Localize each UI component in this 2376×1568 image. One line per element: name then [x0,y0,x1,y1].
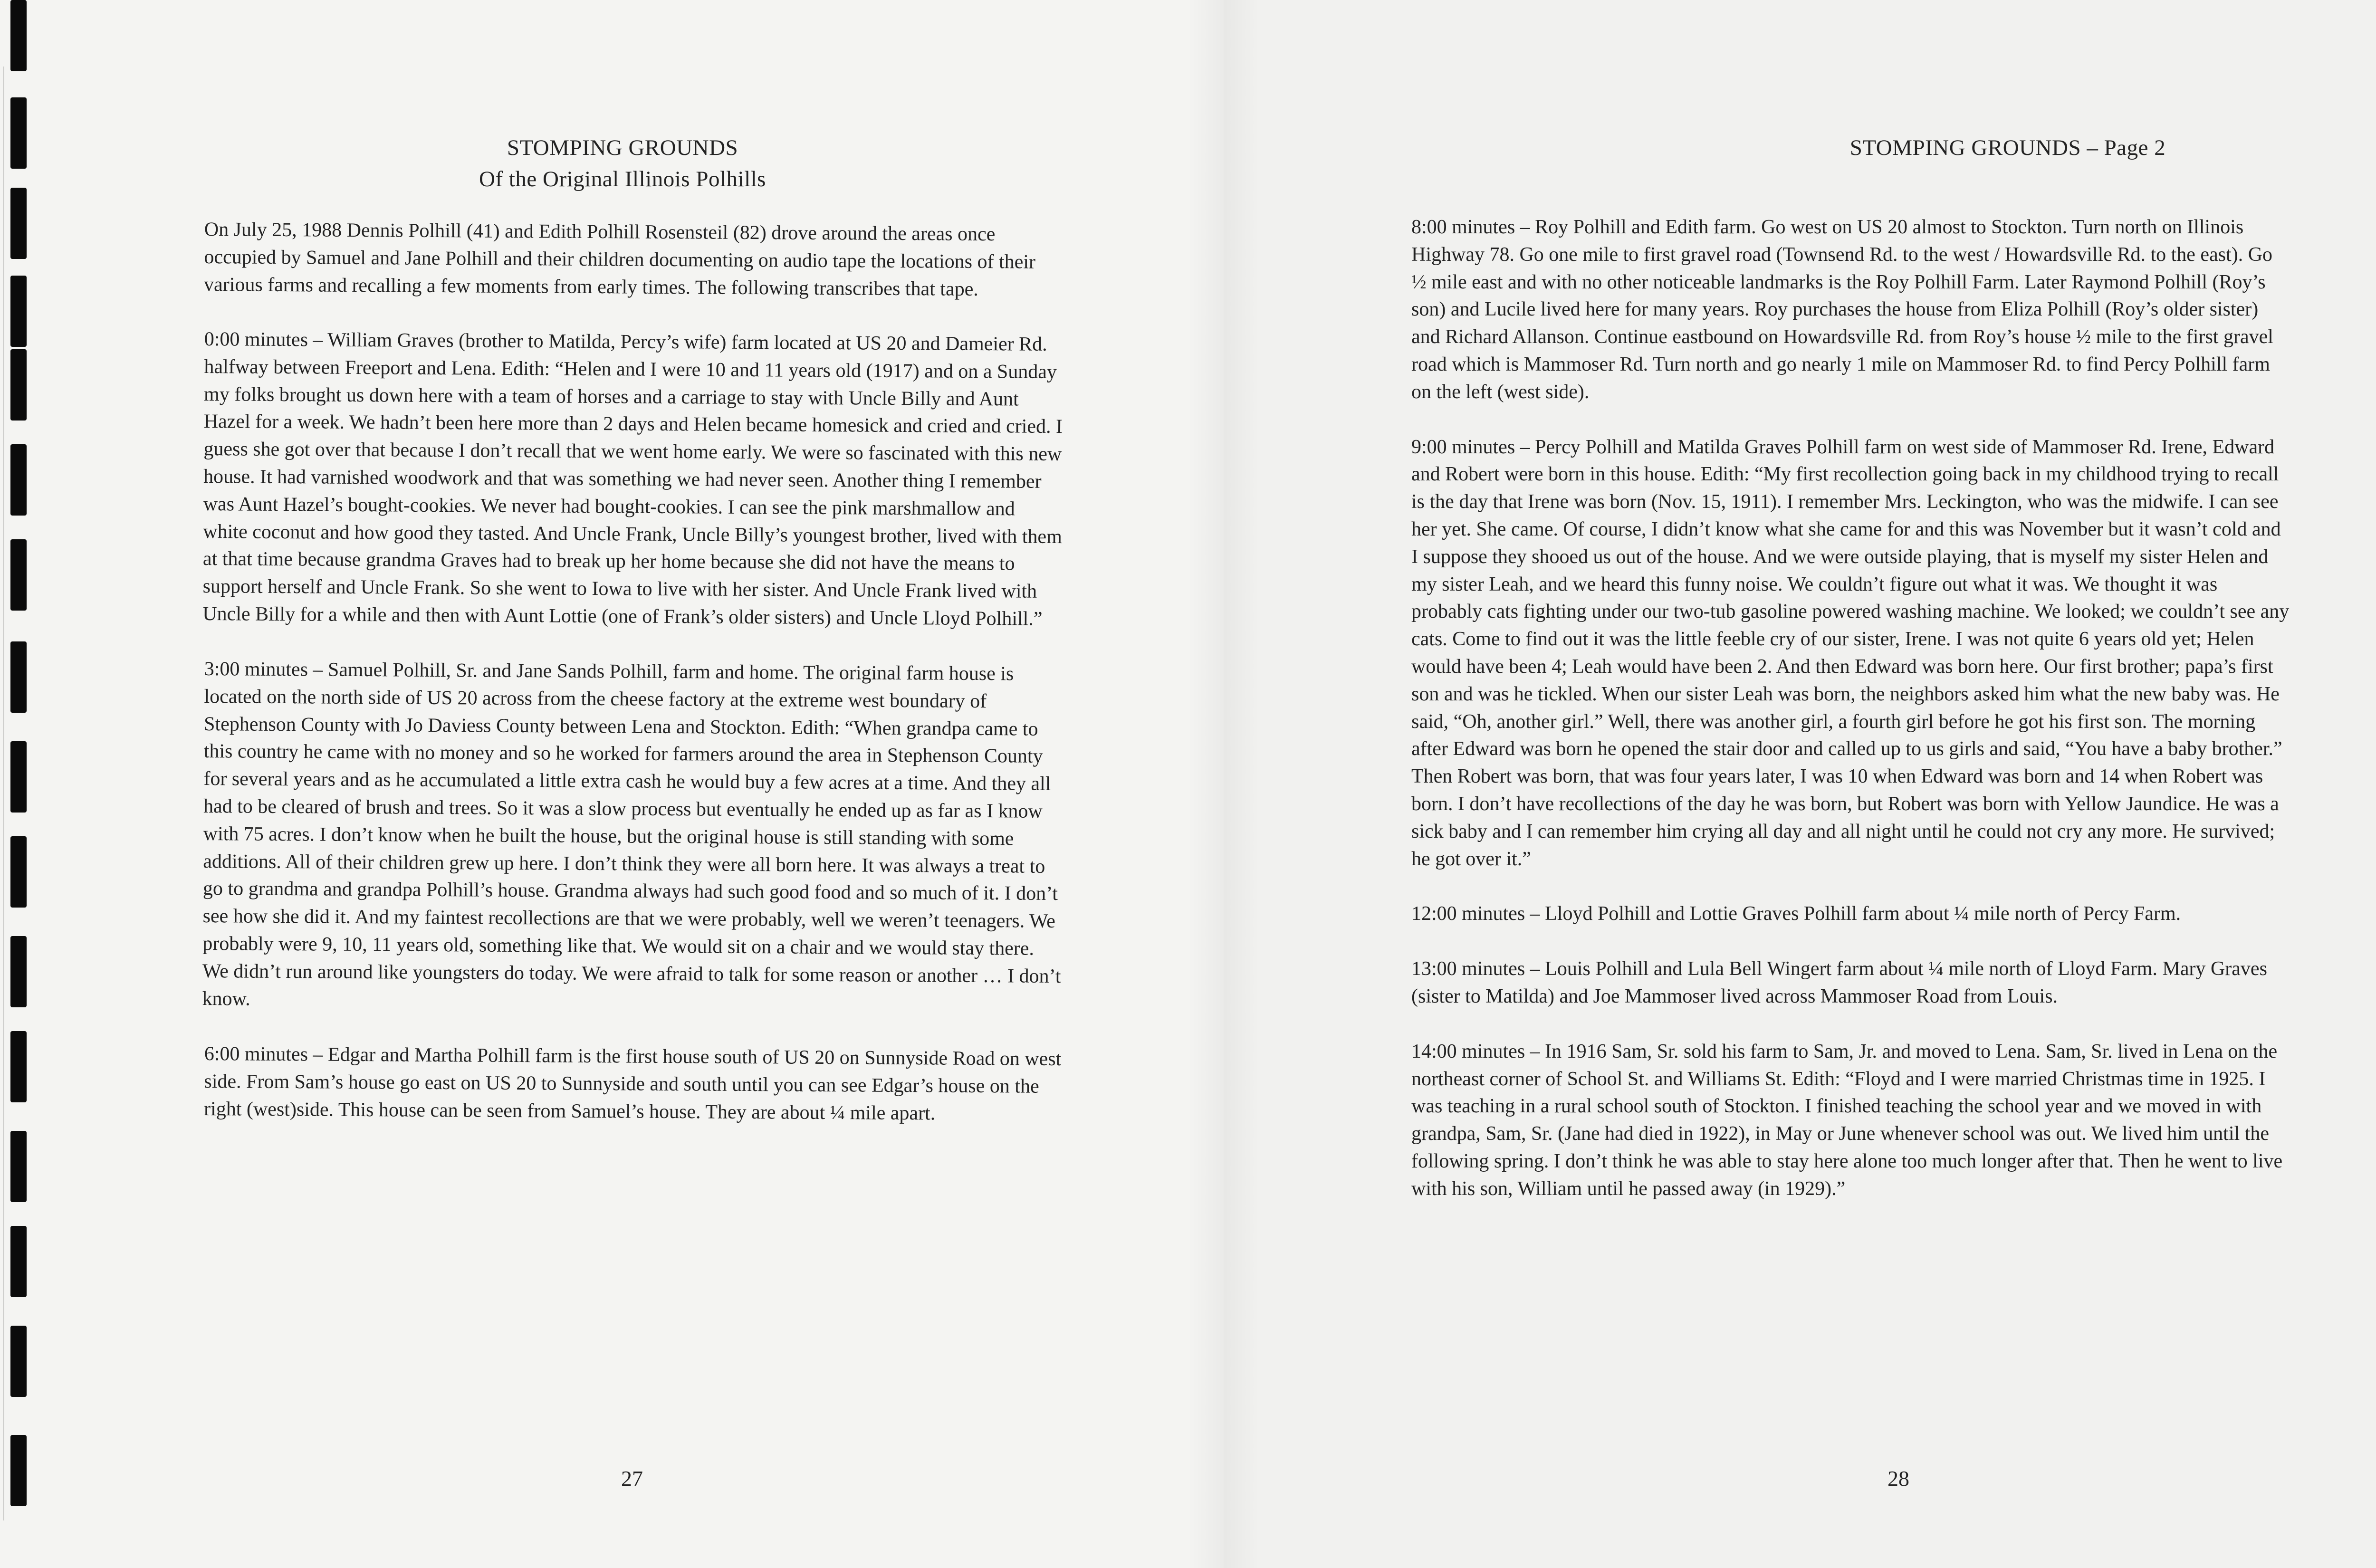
paragraph-intro: On July 25, 1988 Dennis Polhill (41) and Edith Polhill Rosensteil (82) drove around the areas once occupied by Samuel and Jane Polhill and their children documenting on audio tape the locations of their various farms and recalling a few moments from early times. The following transcribes that tape. [203,218,1036,300]
paragraph-0-00-minutes: 0:00 minutes – William Graves (brother to Matilda, Percy’s wife) farm located at US 20 and Dameier Rd. halfway between Freeport and Lena. Edith: “Helen and I were 10 and 11 years old (1917) and on a Sunday my folks brought us down here with a team of horses and a carriage to stay with Uncle Billy and Aunt Hazel for a week. We hadn’t been here more than 2 days and Helen became homesick and cried and cried. I guess she got over that because I don’t recall that we went home early. We were so fascinated with this new house. It had varnished woodwork and that was something we had never seen. Another thing I remember was Aunt Hazel’s bought-cookies. We never had bought-cookies. I can see the pink marshmallow and white coconut and how good they tasted. And Uncle Frank, Uncle Billy’s youngest brother, lived with them at that time because grandma Graves had to break up her home because she did not have the means to support herself and Uncle Frank. So she went to Iowa to live with her sister. And Uncle Frank lived with Uncle Billy for a while and then with Aunt Lottie (one of Frank’s older sisters) and Uncle Lloyd Polhill.” [202,328,1063,631]
page-number: 27 [621,1466,643,1491]
paragraph-9-00-minutes: 9:00 minutes – Percy Polhill and Matilda Graves Polhill farm on west side of Mammoser Rd. Irene, Edward and Robert were born in this house. Edith: “My first recollection going back in my childhood trying to recall is the day that Irene was born (Nov. 15, 1911). I remember Mrs. Leckington, who was the midwife. I can see her yet. She came. Of course, I didn’t know what she came for and this was November but it wasn’t cold and I suppose they shooed us out of the house. And we were outside playing, that is myself my sister Helen and my sister Leah, and we heard this funny noise. We couldn’t figure out what it was. We thought it was probably cats fighting under our two-tub gasoline powered washing machine. We looked; we couldn’t see any cats. Come to find out it was the little feeble cry of our sister, Irene. I was not quite 6 years old yet; Helen would have been 4; Leah would have been 2. And then Edward was born here. Our first brother; papa’s first son and was he tickled. When our sister Leah was born, the neighbors asked him what the new baby was. He said, “Oh, another girl.” Well, there was another girl, a fourth girl before he got his first son. The morning after Edward was born he opened the stair door and called up to us girls and said, “You have a baby brother.” Then Robert was born, that was four years later, I was 10 when Edward was born and 14 when Robert was born. I don’t have recollections of the day he was born, but Robert was born with Yellow Jaundice. He was a sick baby and I can remember him crying all day and all night until he could not cry any more. He survived; he got over it.” [1411,436,2290,870]
binding-hole [10,276,27,347]
page-subtitle: Of the Original Illinois Polhills [479,167,766,191]
left-binding-holes [10,0,29,1568]
binding-hole [10,0,27,71]
paragraph-13-00-minutes: 13:00 minutes – Louis Polhill and Lula Bell Wingert farm about ¼ mile north of Lloyd Farm. Mary Graves (sister to Matilda) and Joe Mammoser lived across Mammoser Road from Louis. [1411,958,2267,1007]
page-edge-line [3,67,4,1520]
left-page-body [204,216,1064,1150]
binding-hole [10,936,27,1007]
binding-hole [10,349,27,421]
binding-hole [10,97,27,169]
binding-hole [10,1226,27,1297]
binding-hole [10,641,27,713]
gutter-shadow [1188,0,1259,1568]
page-number: 28 [1887,1466,1909,1491]
binding-hole [10,188,27,259]
binding-hole [10,1131,27,1202]
binding-hole [10,836,27,908]
right-page-body [1411,214,2290,1231]
paragraph-3-00-minutes: 3:00 minutes – Samuel Polhill, Sr. and Jane Sands Polhill, farm and home. The original farm house is located on the north side of US 20 across from the cheese factory at the extreme west boundary of Stephenson County with Jo Daviess County between Lena and Stockton. Edith: “When grandpa came to this country he came with no money and so he worked for farmers around the area in Stephenson County for several years and as he accumulated a little extra cash he would buy a few acres at a time. And they all had to be cleared of brush and trees. So it was a slow process but eventually he ended up as far as I know with 75 acres. I don’t know when he built the house, but the original house is still standing with some additions. All of their children grew up here. I don’t think they were all born here. It was always a treat to go to grandma and grandpa Polhill’s house. Grandma always had such good food and so much of it. I don’t see how she did it. And my faintest recollections are that we were probably, well we weren’t teenagers. We probably were 9, 10, 11 years old, something like that. We would sit on a chair and we would stay there. We didn’t run around like youngsters do today. We were afraid to talk for some reason or another … I don’t know. [202,658,1061,1010]
binding-hole [10,741,27,813]
left-page-heading [352,132,893,195]
binding-hole [10,1326,27,1397]
paragraph-6-00-minutes: 6:00 minutes – Edgar and Martha Polhill farm is the first house south of US 20 on Sunnyside Road on west side. From Sam’s house go east on US 20 to Sunnyside and south until you can see Edgar’s house on the right (west)side. This house can be seen from Samuel’s house. They are about ¼ mile apart. [203,1042,1062,1124]
page-title: STOMPING GROUNDS [507,135,738,160]
binding-hole [10,1031,27,1102]
paragraph-12-00-minutes: 12:00 minutes – Lloyd Polhill and Lottie Graves Polhill farm about ¼ mile north of Percy Farm. [1411,903,2181,925]
right-page-heading [1651,132,2364,163]
binding-hole [10,444,27,516]
paragraph-14-00-minutes: 14:00 minutes – In 1916 Sam, Sr. sold his farm to Sam, Jr. and moved to Lena. Sam, Sr. lived in Lena on the northeast corner of School St. and Williams St. Edith: “Floyd and I were married Christmas time in 1925. I was teaching in a rural school south of Stockton. I finished teaching the school year and we moved in with grandpa, Sam, Sr. (Jane had died in 1922), in May or June whenever school was out. We lived him until the following spring. I don’t think he was able to stay here alone too much longer after that. Then he went to live with his son, William until he passed away (in 1929).” [1411,1040,2283,1200]
binding-hole [10,539,27,611]
binding-hole [10,1435,27,1506]
page-title: STOMPING GROUNDS – Page 2 [1849,135,2166,160]
right-page [1224,0,2376,1568]
paragraph-8-00-minutes: 8:00 minutes – Roy Polhill and Edith farm. Go west on US 20 almost to Stockton. Turn north on Illinois Highway 78. Go one mile to first gravel road (Townsend Rd. to the west / Howardsville Rd. to the east). Go ½ mile east and with no other noticeable landmarks is the Roy Polhill Farm. Later Raymond Polhill (Roy’s son) and Lucile lived here for many years. Roy purchases the house from Eliza Polhill (Roy’s older sister) and Richard Allanson. Continue eastbound on Howardsville Rd. from Roy’s house ½ mile to the first gravel road which is Mammoser Rd. Turn north and go nearly 1 mile on Mammoser Rd. to find Percy Polhill farm on the left (west side). [1411,216,2273,403]
